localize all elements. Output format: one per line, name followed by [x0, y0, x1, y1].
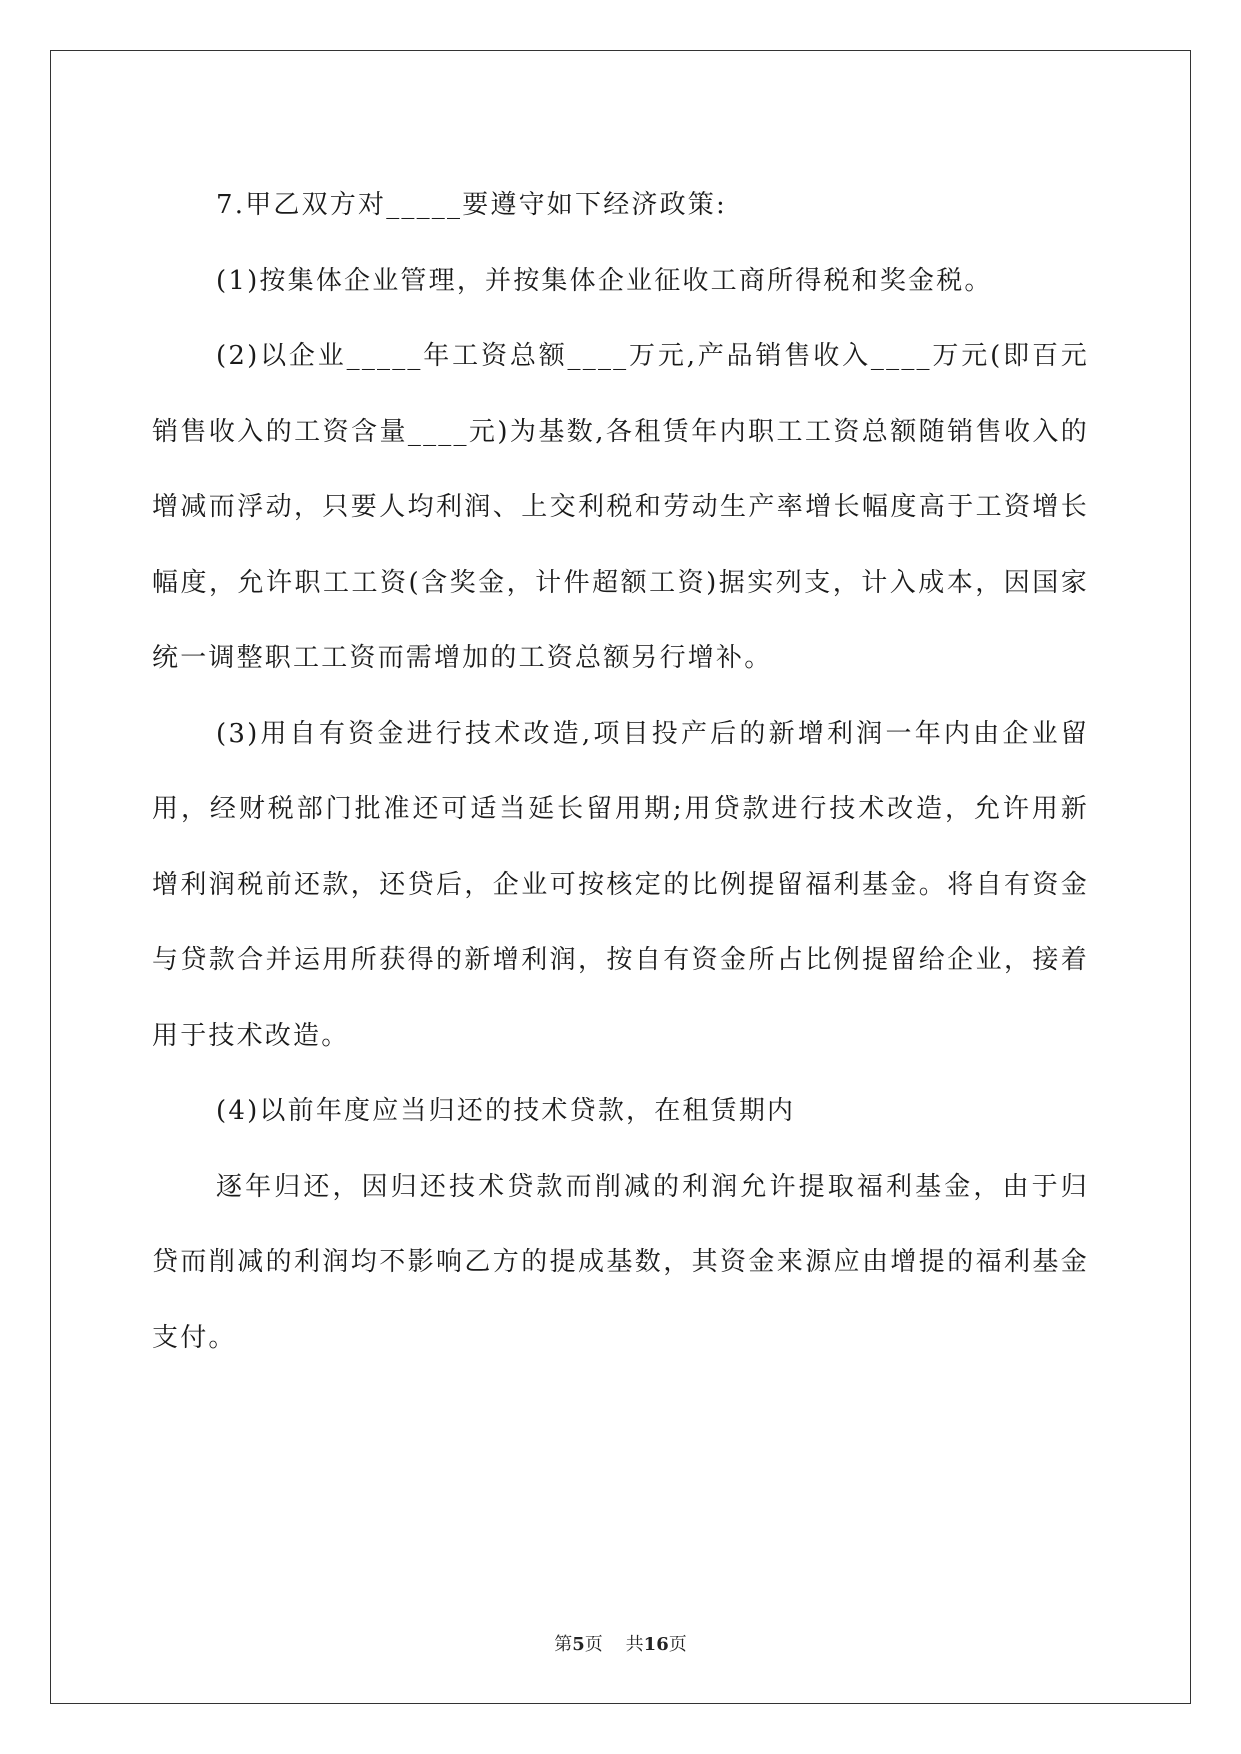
paragraph-item-3: (3)用自有资金进行技术改造,项目投产后的新增利润一年内由企业留用，经财税部门批准还可适当延长留用期;用贷款进行技术改造，允许用新增利润税前还款，还贷后，企业可按核定的比例提留福利基金。将自有资金与贷款合并运用所获得的新增利润，按自有资金所占比例提留给企业，接着用于技术改造。	[152, 718, 1089, 1051]
document-body	[152, 168, 1089, 1376]
footer-prefix: 第	[554, 1634, 573, 1655]
current-page-number: 5	[572, 1634, 585, 1655]
paragraph-item-2: (2)以企业_____年工资总额____万元,产品销售收入____万元(即百元销售收入的工资含量____元)为基数,各租赁年内职工工资总额随销售收入的增减而浮动，只要人均利润、上交利税和劳动生产率增长幅度高于工资增长幅度，允许职工工资(含奖金，计件超额工资)据实列支，计入成本，因国家统一调整职工工资而需增加的工资总额另行增补。	[152, 341, 1089, 673]
paragraph-item-4-continued: 逐年归还，因归还技术贷款而削减的利润允许提取福利基金，由于归贷而削减的利润均不影响乙方的提成基数，其资金来源应由增提的福利基金支付。	[152, 1171, 1089, 1353]
paragraph-item-4: (4)以前年度应当归还的技术贷款，在租赁期内	[216, 1096, 796, 1126]
footer-page-suffix: 页	[584, 1634, 603, 1655]
paragraph-7: 7.甲乙双方对_____要遵守如下经济政策:	[216, 190, 727, 220]
footer-total-suffix: 页	[668, 1634, 687, 1655]
paragraph-item-1: (1)按集体企业管理，并按集体企业征收工商所得税和奖金税。	[216, 265, 993, 296]
page-footer	[0, 1630, 1241, 1656]
footer-total-prefix: 共	[625, 1634, 644, 1655]
total-page-count: 16	[643, 1634, 669, 1655]
